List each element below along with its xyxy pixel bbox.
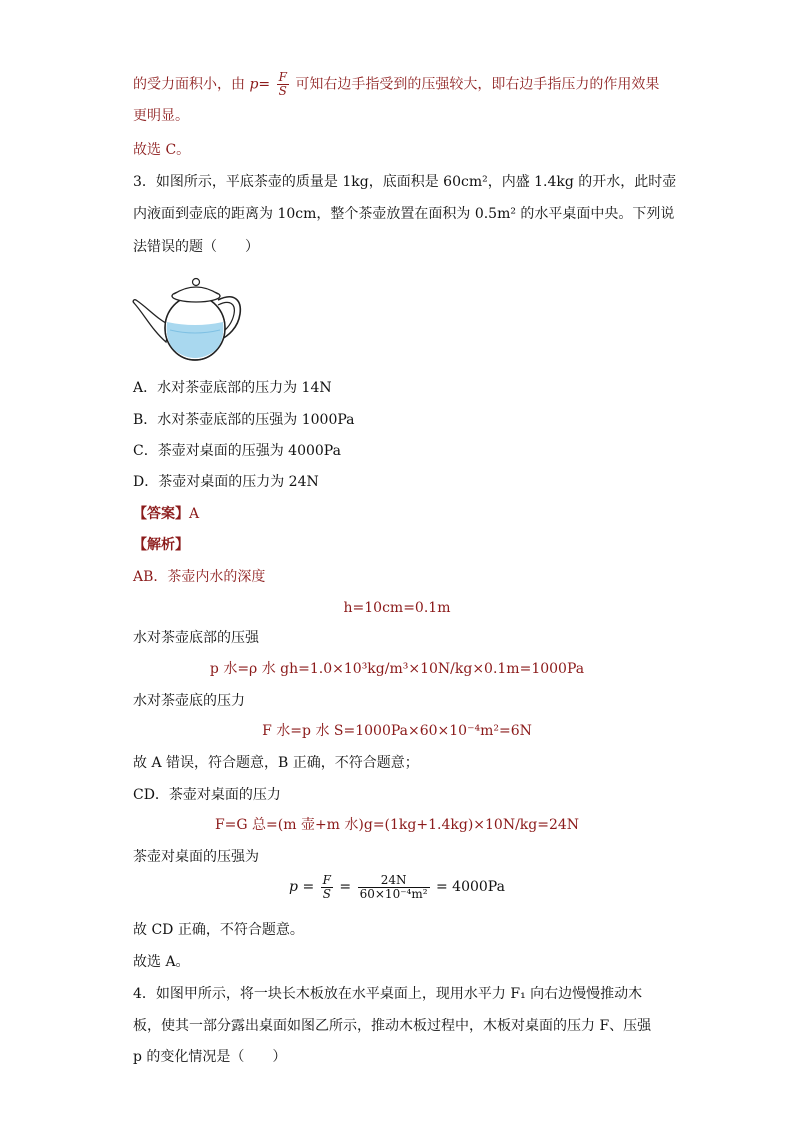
q3-eq-4: F=G 总=(m 壶+m 水)g=(1kg+1.4kg)×10N/kg=24N [214,817,580,833]
prev-line-1: 的受力面积小，由 p= $\frac{F}{S}$ 可知右边手指受到的压强较大，即右边手指压力的作用效果 [133,70,660,98]
q3-eq-5: p = $\frac{F}{S}$ = $\frac{24N}{\text{60×10⁻⁴m²}}$ = 4000Pa [289,872,505,901]
fraction-f-over-s: $\frac{F}{S}$ [278,70,287,98]
q3-final-answer: 故选 A。 [133,954,190,970]
q3-step-3: 水对茶壶底的压力 [133,693,245,709]
q3-option-c: C．茶壶对桌面的压强为 4000Pa [133,443,341,459]
q3-line-2: 内液面到壶底的距离为 10cm，整个茶壶放置在面积为 0.5m² 的水平桌面中央。下列说 [133,206,675,222]
prev-answer: 故选 C。 [133,142,191,158]
q3-option-a: A．水对茶壶底部的压力为 14N [133,380,332,396]
q3-step-4: 故 A 错误，符合题意，B 正确，不符合题意； [133,755,419,771]
q3-step-5: 茶壶对桌面的压强为 [133,849,259,865]
q3-analysis-label: 【解析】 [133,537,189,553]
q4-line-2: 板，使其一部分露出桌面如图乙所示，推动木板过程中，木板对桌面的压力 F、压强 [133,1018,652,1034]
q4-line-3: p 的变化情况是（ ） [133,1049,287,1065]
q3-answer: 【答案】A [133,506,200,522]
q3-step-2: 水对茶壶底部的压强 [133,630,259,646]
prev-line-2: 更明显。 [133,108,189,124]
fraction-24n-over-area: $\frac{24N}{\text{60×10⁻⁴m²}}$ [359,872,428,901]
teapot-illustration [130,270,245,365]
q3-option-d: D．茶壶对桌面的压力为 24N [133,474,319,490]
q3-eq-2: p 水=ρ 水 gh=1.0×10³kg/m³×10N/kg×0.1m=1000Pa [209,661,585,677]
q3-cd-intro: CD．茶壶对桌面的压力 [133,787,281,803]
q3-step-6: 故 CD 正确，不符合题意。 [133,922,304,938]
q3-ab-intro: AB．茶壶内水的深度 [133,569,266,585]
q3-line-3: 法错误的题（ ） [133,239,259,255]
q3-eq-3: F 水=p 水 S=1000Pa×60×10⁻⁴m²=6N [262,723,532,739]
q3-eq-1: h=10cm=0.1m [343,600,451,616]
q3-option-b: B．水对茶壶底部的压强为 1000Pa [133,412,355,428]
q3-line-1: 3．如图所示，平底茶壶的质量是 1kg，底面积是 60cm²，内盛 1.4kg 的开水，此时壶 [133,174,677,190]
q4-line-1: 4．如图甲所示，将一块长木板放在水平桌面上，现用水平力 F₁ 向右边慢慢推动木 [133,986,643,1002]
fraction-f-over-s-2: $\frac{F}{S}$ [322,872,331,901]
